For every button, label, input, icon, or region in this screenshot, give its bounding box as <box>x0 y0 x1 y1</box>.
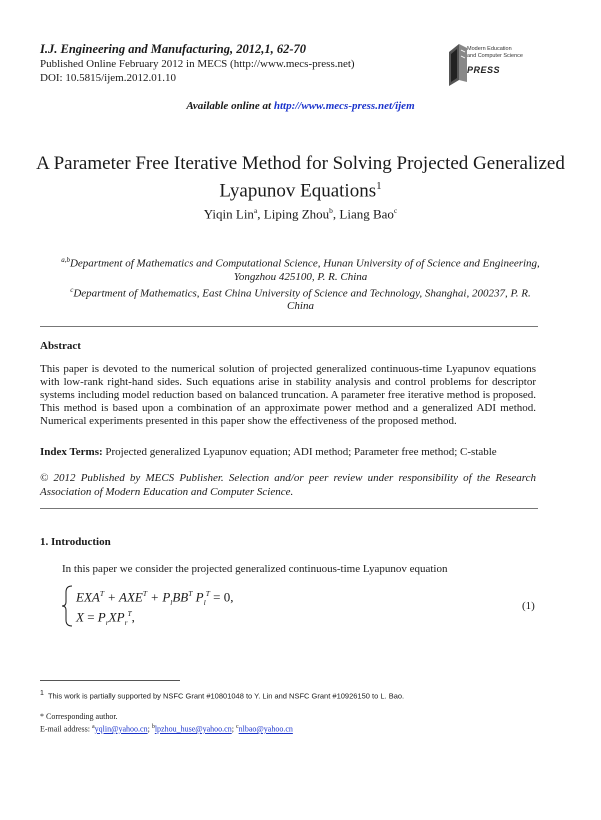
affiliation-c-line-1: Department of Mathematics, East China University of Science and Technology, Shanghai, 200237, P. R. <box>73 287 531 300</box>
abstract-text: This paper is devoted to the numerical solution of projected generalized continuous-time Lyapunov equations with low-rank right-hand sides. Such equations arise in stability analysis and control problems for descriptor systems including model reduction based on balanced truncation. A parameter free iterative method is proposed. This method is based upon a combination of an approximate power method and a generalized ADI method. Numerical experiments presented in this paper show the effectiveness of the proposed method. <box>40 363 536 427</box>
author-mark: b <box>329 206 333 215</box>
author-mark: a <box>253 206 258 215</box>
divider-bottom <box>40 508 538 509</box>
footnote-grant-text: This work is partially supported by NSFC Grant #10801048 to Y. Lin and NSFC Grant #10926150 to L. Bao. <box>47 691 405 701</box>
equation-number: (1) <box>522 600 535 612</box>
book-stack-icon <box>447 42 469 86</box>
divider-top <box>40 326 538 327</box>
title-line-2: Lyapunov Equations <box>219 180 377 202</box>
index-terms <box>40 446 536 459</box>
equation-line-1: $EXA^T + AXE^T + P_lBB^T$ $P_l^T = 0$, <box>76 589 234 607</box>
availability-line <box>0 100 601 112</box>
copyright-notice: © 2012 Published by MECS Publisher. Selection and/or peer review under responsibility of the Research Association of Modern Education and Computer Science. <box>40 472 536 498</box>
email-a-mark: a <box>91 724 95 730</box>
email-label: E-mail address: <box>40 724 92 734</box>
title-footnote-mark: 1 <box>376 180 382 192</box>
affiliation-c-mark: c <box>70 285 74 294</box>
footnote-contact <box>40 711 293 735</box>
email-c-mark: c <box>235 724 239 730</box>
author-name: Yiqin Lin <box>203 206 254 222</box>
journal-url-link[interactable]: http://www.mecs-press.net/ijem <box>273 100 415 112</box>
equation-line-2: $X = P_rXP_r^T$, <box>76 609 135 627</box>
email-line: E-mail address: $^a$yqlin@yahoo.cn; $^b$lpzhou_huse@yahoo.cn; $^c$nlbao@yahoo.cn <box>40 724 293 734</box>
author-name: Liang Bao <box>339 206 394 222</box>
doi: DOI: 10.5815/ijem.2012.01.10 <box>40 72 176 84</box>
corresponding-author: * Corresponding author. <box>40 712 118 721</box>
intro-text: In this paper we consider the projected generalized continuous-time Lyapunov equation <box>62 563 448 575</box>
author-list: Yiqin Lin$^a$, Liping Zhou$^b$, Liang Bao$^c$ <box>203 206 398 222</box>
journal-header <box>40 42 355 85</box>
index-terms-text: Projected generalized Lyapunov equation; ADI method; Parameter free method; C-stable <box>102 446 497 458</box>
logo-press: PRESS <box>467 65 501 75</box>
affiliation-ab <box>40 254 561 271</box>
publication-info: Published Online February 2012 in MECS (http://www.mecs-press.net) <box>40 58 355 70</box>
email-link-a[interactable]: yqlin@yahoo.cn <box>94 724 148 734</box>
publisher-logo <box>447 40 557 92</box>
availability-prefix: Available online at <box>186 100 274 112</box>
paper-title <box>30 152 571 202</box>
logo-line-2: and Computer Science <box>467 52 523 59</box>
affiliations <box>40 254 561 313</box>
email-link-b[interactable]: lpzhou_huse@yahoo.cn <box>154 724 232 734</box>
section-heading: 1. Introduction <box>40 536 111 548</box>
affiliation-ab-line-2: Yongzhou 425100, P. R. China <box>233 270 368 283</box>
title-line-2-wrap <box>30 175 571 202</box>
logo-text <box>467 46 523 59</box>
affiliation-c-line-2: China <box>287 300 314 313</box>
footnote-rule <box>40 680 180 681</box>
author-mark: c <box>393 206 398 215</box>
footnote-grant <box>40 690 404 701</box>
footnote-mark: 1 <box>40 690 44 697</box>
affiliation-c <box>40 284 561 301</box>
journal-title: I.J. Engineering and Manufacturing <box>40 42 230 56</box>
email-b-mark: b <box>151 724 155 730</box>
affiliation-ab-mark: a,b <box>61 256 70 264</box>
logo-line-1: Modern Education <box>467 46 512 52</box>
title-line-1: A Parameter Free Iterative Method for Solving Projected Generalized <box>36 153 565 174</box>
email-link-c[interactable]: nlbao@yahoo.cn <box>238 724 293 734</box>
journal-citation <box>40 42 355 57</box>
journal-volume: , 2012,1, 62-70 <box>229 42 307 56</box>
index-terms-label: Index Terms: <box>40 446 103 458</box>
affiliation-ab-line-1: Department of Mathematics and Computational Science, Hunan University of of Science and Engineering, <box>69 257 540 270</box>
abstract-heading: Abstract <box>40 340 81 352</box>
author-name: Liping Zhou <box>263 206 330 222</box>
